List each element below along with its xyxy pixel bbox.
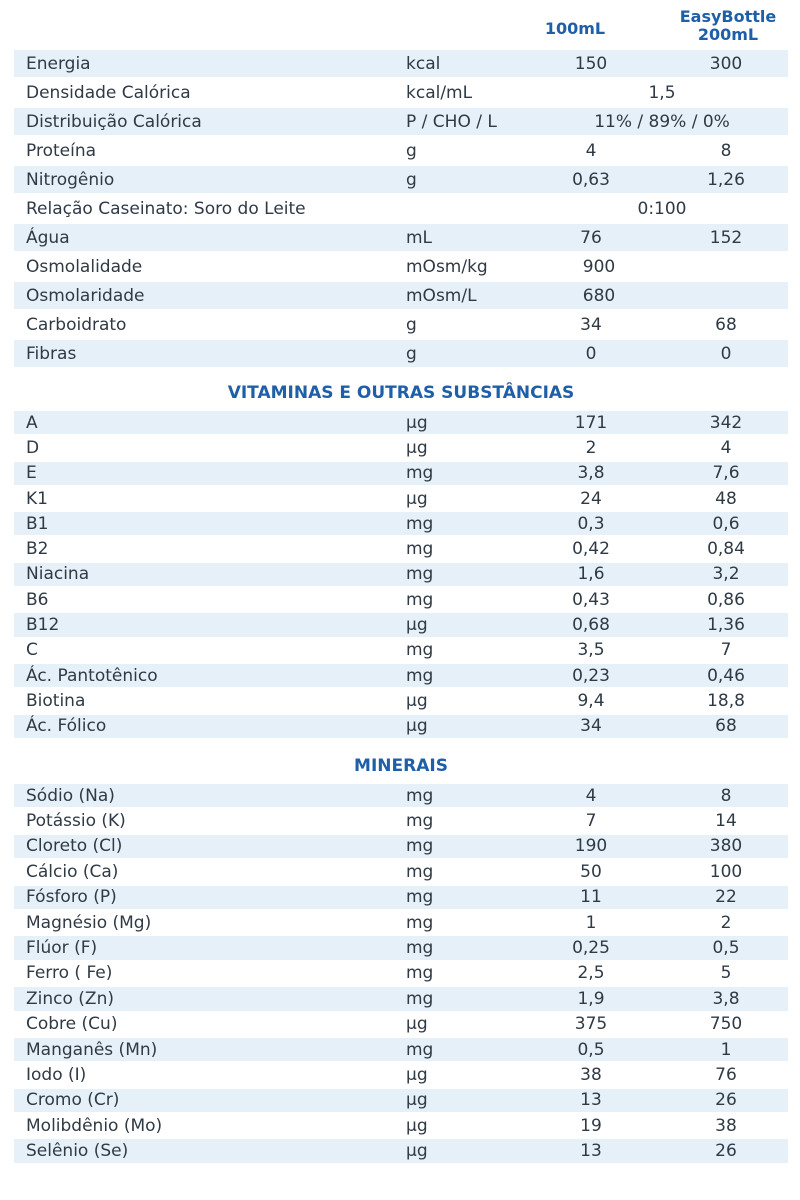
row-label: Molibdênio (Mo) [26,1115,163,1136]
table-row [14,962,788,987]
vitamins-section-title: VITAMINAS E OUTRAS SUBSTÂNCIAS [227,383,575,403]
table-row [14,639,788,664]
row-label: A [26,412,38,433]
table-row [14,340,788,369]
row-value-200ml: 380 [709,836,743,857]
row-value-100ml: 50 [580,861,602,882]
row-unit: µg [406,488,428,509]
row-value-100ml: 3,5 [577,640,605,661]
row-unit: mg [406,539,434,560]
row-unit: mg [406,665,434,686]
table-row [14,911,788,936]
table-row [14,784,788,809]
row-value-100ml: 171 [574,412,608,433]
row-value-100ml: 11 [580,887,602,908]
row-value-200ml: 26 [715,1090,737,1111]
row-value-100ml: 150 [574,53,608,74]
row-value-200ml: 1,26 [707,169,745,190]
row-value-200ml: 750 [709,1014,743,1035]
row-label: Fósforo (P) [26,887,117,908]
row-value-100ml: 9,4 [577,690,605,711]
row-unit: µg [406,1014,428,1035]
row-label: Iodo (I) [26,1064,87,1085]
table-row [14,936,788,961]
row-value-200ml: 0,6 [712,513,740,534]
row-value-100ml: 7 [585,811,597,832]
row-unit: mg [406,912,434,933]
row-unit: µg [406,1064,428,1085]
row-label: Nitrogênio [26,169,115,190]
row-label: Distribuição Calórica [26,111,202,132]
column-header-easybottle [658,8,798,44]
table-row [14,689,788,714]
vitamins-table [14,411,788,740]
row-label: Osmolaridade [26,285,145,306]
row-unit: mg [406,861,434,882]
row-value-merged: 0:100 [637,198,687,219]
row-value-200ml: 0,46 [707,665,745,686]
row-unit: P / CHO / L [406,111,497,132]
row-label: K1 [26,488,48,509]
row-unit: mg [406,640,434,661]
table-row [14,436,788,461]
row-label: Ác. Pantotênico [26,665,158,686]
row-value-100ml: 19 [580,1115,602,1136]
row-label: Selênio (Se) [26,1141,129,1162]
row-value-100ml: 76 [580,227,602,248]
row-value-100ml: 13 [580,1090,602,1111]
row-unit: mg [406,887,434,908]
row-unit: g [406,314,417,335]
row-value-200ml: 22 [715,887,737,908]
row-value-100ml: 0,68 [572,615,610,636]
table-row [14,224,788,253]
row-label: B6 [26,589,49,610]
row-label: Sódio (Na) [26,785,115,806]
row-unit: µg [406,1141,428,1162]
table-row [14,1139,788,1164]
row-value-200ml: 3,8 [712,988,740,1009]
row-value-100ml: 38 [580,1064,602,1085]
row-label: Manganês (Mn) [26,1039,158,1060]
row-unit: mL [406,227,433,248]
row-label: Cobre (Cu) [26,1014,118,1035]
row-value-200ml: 4 [720,437,732,458]
row-value-100ml: 0,43 [572,589,610,610]
row-unit: g [406,140,417,161]
row-value-merged: 11% / 89% / 0% [594,111,730,132]
row-value-100ml: 1,9 [577,988,605,1009]
row-value-100ml: 3,8 [577,463,605,484]
table-row [14,886,788,911]
row-value-100ml: 0,5 [577,1039,605,1060]
row-value-100ml: 34 [580,314,602,335]
table-row [14,1063,788,1088]
row-unit: µg [406,615,428,636]
row-unit: mg [406,564,434,585]
table-row [14,715,788,740]
table-row [14,835,788,860]
row-unit: mg [406,963,434,984]
row-label: Relação Caseinato: Soro do Leite [26,198,306,219]
table-row [14,282,788,311]
row-label: E [26,463,37,484]
row-value-200ml: 1 [720,1039,732,1060]
row-label: Ferro ( Fe) [26,963,113,984]
row-unit: µg [406,1090,428,1111]
minerals-table [14,784,788,1165]
row-value-100ml: 0,25 [572,938,610,959]
row-value-100ml: 2 [585,437,597,458]
row-value-merged: 900 [582,256,616,277]
row-value-100ml: 2,5 [577,963,605,984]
row-label: Água [26,227,70,248]
row-value-200ml: 48 [715,488,737,509]
table-row [14,1038,788,1063]
row-label: D [26,437,40,458]
row-unit: mg [406,513,434,534]
table-header [0,6,800,46]
row-label: Flúor (F) [26,938,98,959]
row-label: Zinco (Zn) [26,988,114,1009]
row-value-merged: 680 [582,285,616,306]
row-label: C [26,640,38,661]
row-unit: µg [406,1115,428,1136]
row-value-200ml: 2 [720,912,732,933]
row-unit: kcal/mL [406,82,473,103]
row-label: B1 [26,513,49,534]
row-label: Niacina [26,564,90,585]
row-value-100ml: 1 [585,912,597,933]
row-value-200ml: 152 [709,227,743,248]
row-value-200ml: 68 [715,314,737,335]
column-header-easybottle-line1: EasyBottle [679,7,777,26]
row-value-100ml: 4 [585,140,597,161]
table-row [14,108,788,137]
table-row [14,664,788,689]
row-unit: µg [406,412,428,433]
row-unit: mOsm/kg [406,256,488,277]
row-value-100ml: 24 [580,488,602,509]
row-label: Carboidrato [26,314,127,335]
row-value-200ml: 3,2 [712,564,740,585]
table-row [14,462,788,487]
table-row [14,79,788,108]
row-value-100ml: 0 [585,343,597,364]
row-value-100ml: 0,23 [572,665,610,686]
row-label: Proteína [26,140,97,161]
table-row [14,512,788,537]
table-row [14,860,788,885]
row-value-200ml: 68 [715,716,737,737]
table-row [14,487,788,512]
row-value-200ml: 0 [720,343,732,364]
row-value-100ml: 0,3 [577,513,605,534]
row-label: Biotina [26,690,86,711]
row-value-200ml: 8 [720,140,732,161]
row-unit: mg [406,938,434,959]
row-unit: mOsm/L [406,285,477,306]
table-row [14,50,788,79]
row-label: Potássio (K) [26,811,126,832]
row-value-100ml: 1,6 [577,564,605,585]
row-label: Cálcio (Ca) [26,861,119,882]
row-label: Energia [26,53,91,74]
row-unit: mg [406,589,434,610]
row-unit: mg [406,1039,434,1060]
table-row [14,987,788,1012]
row-value-100ml: 4 [585,785,597,806]
row-unit: µg [406,690,428,711]
row-unit: µg [406,437,428,458]
row-label: B12 [26,615,60,636]
column-header-easybottle-line2: 200mL [697,25,759,44]
table-row [14,1114,788,1139]
row-value-200ml: 342 [709,412,743,433]
row-value-100ml: 375 [574,1014,608,1035]
row-unit: g [406,343,417,364]
row-value-200ml: 0,84 [707,539,745,560]
row-unit: mg [406,988,434,1009]
row-value-merged: 1,5 [648,82,676,103]
row-value-100ml: 190 [574,836,608,857]
table-row [14,563,788,588]
row-label: Fibras [26,343,77,364]
row-value-100ml: 13 [580,1141,602,1162]
row-value-200ml: 7 [720,640,732,661]
table-row [14,1089,788,1114]
row-value-200ml: 76 [715,1064,737,1085]
row-value-200ml: 26 [715,1141,737,1162]
row-value-100ml: 0,63 [572,169,610,190]
row-label: Ác. Fólico [26,716,107,737]
row-value-200ml: 1,36 [707,615,745,636]
table-row [14,253,788,282]
table-row [14,311,788,340]
table-row [14,411,788,436]
row-value-100ml: 0,42 [572,539,610,560]
row-unit: µg [406,716,428,737]
column-header-100ml: 100mL [544,19,606,38]
row-value-200ml: 8 [720,785,732,806]
row-label: Osmolalidade [26,256,143,277]
general-table [14,50,788,369]
table-row [14,537,788,562]
row-value-200ml: 7,6 [712,463,740,484]
row-label: Cromo (Cr) [26,1090,120,1111]
row-unit: kcal [406,53,441,74]
table-row [14,137,788,166]
row-value-200ml: 38 [715,1115,737,1136]
table-row [14,1013,788,1038]
row-label: B2 [26,539,49,560]
row-unit: mg [406,811,434,832]
table-row [14,588,788,613]
row-value-200ml: 18,8 [707,690,745,711]
minerals-section-title: MINERAIS [354,756,448,776]
row-value-200ml: 300 [709,53,743,74]
row-unit: mg [406,836,434,857]
row-value-200ml: 14 [715,811,737,832]
row-label: Cloreto (Cl) [26,836,123,857]
row-label: Magnésio (Mg) [26,912,152,933]
row-label: Densidade Calórica [26,82,191,103]
row-value-200ml: 0,5 [712,938,740,959]
table-row [14,195,788,224]
table-row [14,809,788,834]
table-row [14,166,788,195]
row-unit: mg [406,785,434,806]
row-value-200ml: 5 [720,963,732,984]
row-unit: g [406,169,417,190]
row-value-200ml: 100 [709,861,743,882]
row-unit: mg [406,463,434,484]
table-row [14,613,788,638]
row-value-200ml: 0,86 [707,589,745,610]
row-value-100ml: 34 [580,716,602,737]
